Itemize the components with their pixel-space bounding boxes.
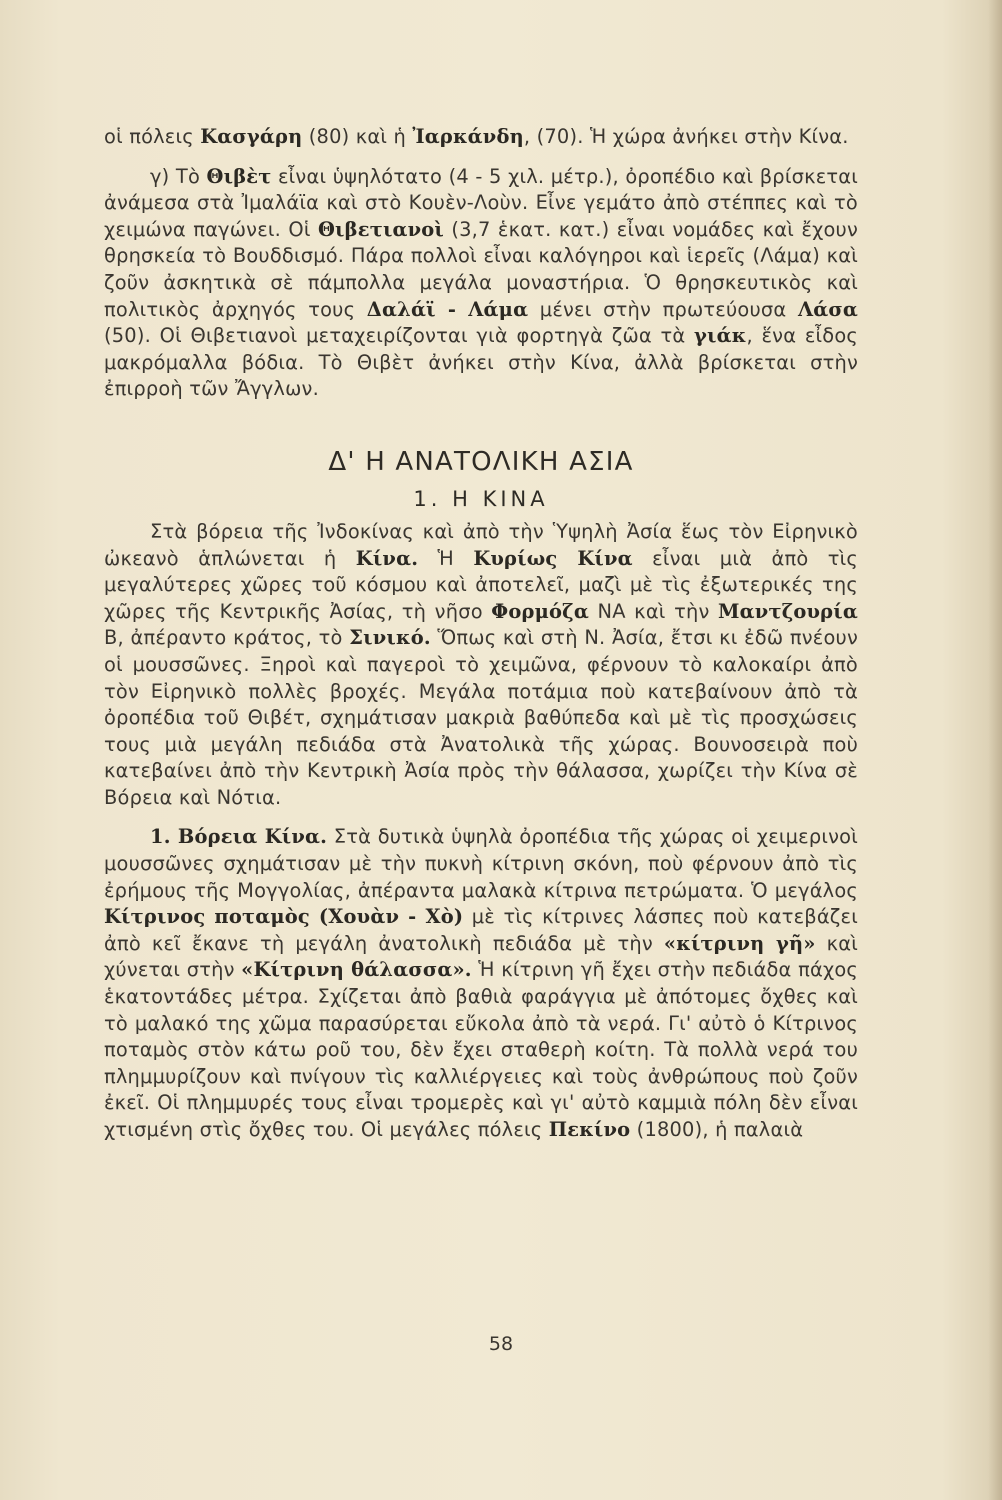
term-dalai-lama: Δαλάϊ - Λάμα bbox=[366, 297, 529, 321]
term-yak: γιάκ bbox=[694, 324, 747, 348]
place-yarkand: Ἰαρκάνδη bbox=[412, 125, 524, 148]
subsection-north-china: 1. Βόρεια Κίνα. bbox=[150, 825, 328, 849]
section-heading: 1. Η ΚΙΝΑ bbox=[413, 486, 549, 511]
place-formosa: Φορμόζα bbox=[491, 599, 589, 623]
term-chinese-state: Σινικό. bbox=[349, 626, 431, 650]
term-china-proper: Κυρίως Κίνα bbox=[473, 546, 633, 570]
place-peking: Πεκίνο bbox=[548, 1118, 631, 1141]
china-paragraph: Στὰ βόρεια τῆς Ἰνδοκίνας καὶ ἀπὸ τὴν Ὑψηλὴ Ἀσία ἕως τὸν Εἰρηνικὸ ὠκεανὸ ἁπλώνεται ἡ Κίνα. Ἡ Κυρίως Κίνα εἶναι μιὰ ἀπὸ τὶς μεγαλύτερες χῶρες τοῦ κόσμου καὶ ἀποτελεῖ, μαζὶ μὲ τὶς ἐξωτερικές της χῶρες τῆς Κεντρικῆς Ἀσίας, τὴ νῆσο Φορμόζα ΝΑ καὶ τὴν Μαντζουρία Β, ἀπέραντο κράτος, τὸ Σινικό. Ὅπως καὶ στὴ Ν. Ἀσία, ἔτσι κι ἐδῶ πνέουν οἱ μουσσῶνες. Ξηροὶ καὶ παγεροὶ τὸ χειμῶνα, φέρνουν τὸ καλοκαίρι ἀπὸ τὸν Εἰρηνικὸ πολλὲς βροχές. Μεγάλα ποτάμια ποὺ κατεβαίνουν ἀπὸ τὰ ὀροπέδια τοῦ Θιβέτ, σχημάτισαν μακριὰ βαθύπεδα καὶ μὲ τὶς προσχώσεις τους μιὰ μεγάλη πεδιάδα στὰ Ἀνατολικὰ τῆς χώρας. Βουνοσειρὰ ποὺ κατεβαίνει ἀπὸ τὴν Κεντρικὴ Ἀσία πρὸς τὴν θάλασσα, χωρίζει τὴν Κίνα σὲ Βόρεια καὶ Νότια. bbox=[104, 519, 858, 809]
place-lhasa: Λάσα bbox=[797, 297, 858, 321]
term-china: Κίνα. bbox=[355, 546, 419, 570]
term-yellow-earth: «κίτρινη γῆ» bbox=[663, 931, 816, 955]
chapter-heading: Δ' Η ΑΝΑΤΟΛΙΚΗ ΑΣΙΑ bbox=[328, 446, 634, 477]
term-yellow-sea: «Κίτρινη θάλασσα». bbox=[241, 958, 472, 982]
place-kashgar: Κασγάρη bbox=[200, 125, 303, 148]
page-number: 58 bbox=[488, 1333, 514, 1355]
continuation-paragraph: οἱ πόλεις Κασγάρη (80) καὶ ἡ Ἰαρκάνδη, (70). Ἡ χώρα ἀνήκει στὴν Κίνα. bbox=[104, 125, 849, 148]
page-edge-shadow bbox=[988, 0, 1002, 1500]
tibet-paragraph: γ) Τὸ Θιβὲτ εἶναι ὑψηλότατο (4 - 5 χιλ. μέτρ.), ὀροπέδιο καὶ βρίσκεται ἀνάμεσα στὰ Ἰμαλάϊα καὶ στὸ Κουὲν-Λοὺν. Εἶνε γεμάτο ἀπὸ στέππες καὶ τὸ χειμώνα παγώνει. Οἱ Θιβετιανοὶ (3,7 ἑκατ. κατ.) εἶναι νομάδες καὶ ἔχουν θρησκεία τὸ Βουδδισμό. Πάρα πολλοὶ εἶναι καλόγηροι καὶ ἱερεῖς (Λάμα) καὶ ζοῦν ἀσκητικὰ σὲ πάμπολλα μεγάλα μοναστήρια. Ὁ θρησκευτικὸς καὶ πολιτικὸς ἀρχηγός τους Δαλάϊ - Λάμα μένει στὴν πρωτεύουσα Λάσα (50). Οἱ Θιβετιανοὶ μεταχειρίζονται γιὰ φορτηγὰ ζῶα τὰ γιάκ, ἕνα εἶδος μακρόμαλλα βόδια. Τὸ Θιβὲτ ἀνήκει στὴν Κίνα, ἀλλὰ βρίσκεται στὴν ἐπιρροὴ τῶν Ἄγγλων. bbox=[104, 164, 858, 401]
term-tibet: Θιβὲτ bbox=[206, 164, 272, 188]
term-tibetans: Θιβετιανοὶ bbox=[317, 217, 445, 241]
place-manchuria: Μαντζουρία bbox=[718, 599, 858, 623]
north-china-paragraph: 1. Βόρεια Κίνα. Στὰ δυτικὰ ὑψηλὰ ὀροπέδια τῆς χώρας οἱ χειμερινοὶ μουσσῶνες σχημάτισαν μὲ τὴν πυκνὴ κίτρινη σκόνη, ποὺ φέρνουν ἀπὸ τὶς ἐρήμους τῆς Μογγολίας, ἀπέραντα μαλακὰ κίτρινα πετρώματα. Ὁ μεγάλος Κίτρινος ποταμὸς (Χουὰν - Χὸ) μὲ τὶς κίτρινες λάσπες ποὺ κατεβάζει ἀπὸ κεῖ ἔκανε τὴ μεγάλη ἀνατολικὴ πεδιάδα μὲ τὴν «κίτρινη γῆ» καὶ χύνεται στὴν «Κίτρινη θάλασσα». Ἡ κίτρινη γῆ ἔχει στὴν πεδιάδα πάχος ἑκατοντάδες μέτρα. Σχίζεται ἀπὸ βαθιὰ φαράγγια μὲ ἀπότομες ὄχθες καὶ τὸ μαλακό της χῶμα παρασύρεται εὔκολα ἀπὸ τὰ νερά. Γι' αὐτὸ ὁ Κίτρινος ποταμὸς στὸν κάτω ροῦ του, δὲν ἔχει σταθερὴ κοίτη. Τὰ πολλὰ νερά του πλημμυρίζουν καὶ πνίγουν τὶς καλλιέργειες καὶ τοὺς ἀνθρώπους ποὺ ζοῦν ἐκεῖ. Οἱ πλημμυρές τους εἶναι τρομερὲς καὶ γι' αὐτὸ καμμιὰ πόλη δὲν εἶναι χτισμένη στὶς ὄχθες του. Οἱ μεγάλες πόλεις Πεκίνο (1800), ἡ παλαιὰ bbox=[104, 825, 859, 1141]
page-body bbox=[104, 124, 858, 1144]
term-yellow-river: Κίτρινος ποταμὸς (Χουὰν - Χὸ) bbox=[104, 905, 464, 929]
